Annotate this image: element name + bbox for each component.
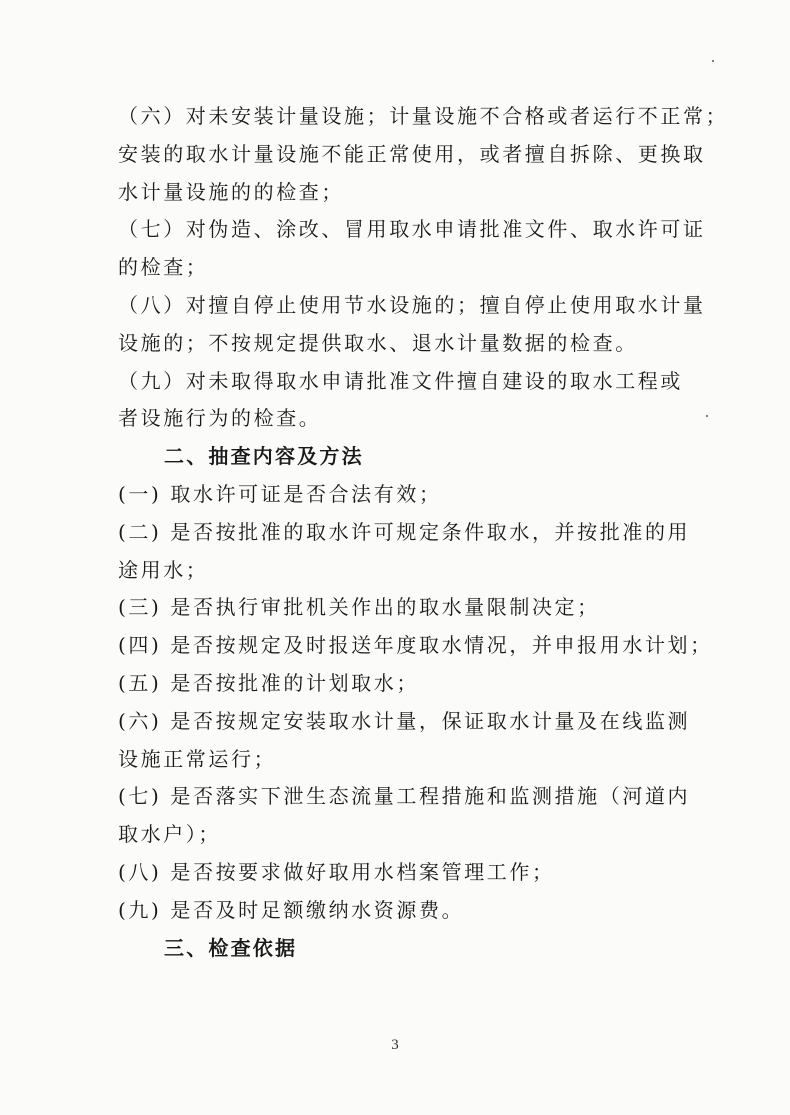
- text-line: （九）对未取得取水申请批准文件擅自建设的取水工程或: [118, 368, 683, 393]
- section-two-heading: 二、抽查内容及方法: [164, 444, 364, 469]
- list-item: [118, 363, 698, 439]
- list-item: [118, 287, 706, 363]
- text-line: （七）对伪造、涂改、冒用取水申请批准文件、取水许可证: [118, 217, 706, 242]
- text-line: （八）对擅自停止使用节水设施的；擅自停止使用取水计量: [118, 292, 706, 317]
- text-line: 设施的；不按规定提供取水、退水计量数据的检查。: [118, 330, 638, 355]
- scan-speck: [706, 415, 708, 417]
- text-line: 设施正常运行；: [118, 746, 277, 771]
- text-line: 安装的取水计量设施不能正常使用，或者擅自拆除、更换取: [118, 141, 706, 166]
- text-line: 者设施行为的检查。: [118, 406, 322, 431]
- text-line: (一) 取水许可证是否合法有效；: [118, 481, 442, 506]
- text-line: 的检查；: [118, 255, 209, 280]
- text-line: (八) 是否按要求做好取用水档案管理工作；: [118, 859, 555, 884]
- list-item: [118, 98, 729, 211]
- page-number: 3: [391, 1037, 399, 1053]
- list-item: [118, 589, 698, 627]
- text-line: （六）对未安装计量设施；计量设施不合格或者运行不正常；: [118, 104, 729, 128]
- text-line: (四) 是否按规定及时报送年度取水情况，并申报用水计划；: [118, 633, 713, 658]
- text-line: (七) 是否落实下泄生态流量工程措施和监测措施（河道内: [118, 784, 691, 809]
- list-item: [118, 703, 698, 779]
- list-item: [118, 514, 698, 590]
- list-item: [118, 854, 698, 892]
- text-line: 取水户）；: [118, 822, 221, 847]
- list-item: [118, 627, 713, 665]
- text-line: (三) 是否执行审批机关作出的取水量限制决定；: [118, 595, 600, 620]
- text-line: (九) 是否及时足额缴纳水资源费。: [118, 897, 465, 922]
- section-one-list: [118, 98, 729, 438]
- list-item: [118, 211, 706, 287]
- list-item: [118, 665, 698, 703]
- section-two-list: [118, 476, 713, 930]
- scan-speck: [712, 60, 714, 62]
- list-item: [118, 476, 698, 514]
- text-line: 水计量设施的的检查；: [118, 179, 344, 204]
- section-three-heading: 三、检查依据: [164, 935, 298, 960]
- list-item: [118, 892, 698, 930]
- list-item: [118, 778, 698, 854]
- text-line: (二) 是否按批准的取水许可规定条件取水，并按批准的用: [118, 519, 691, 544]
- text-line: (六) 是否按规定安装取水计量，保证取水计量及在线监测: [118, 708, 691, 733]
- document-body: [118, 98, 729, 967]
- text-line: (五) 是否按批准的计划取水；: [118, 670, 419, 695]
- text-line: 途用水；: [118, 557, 209, 582]
